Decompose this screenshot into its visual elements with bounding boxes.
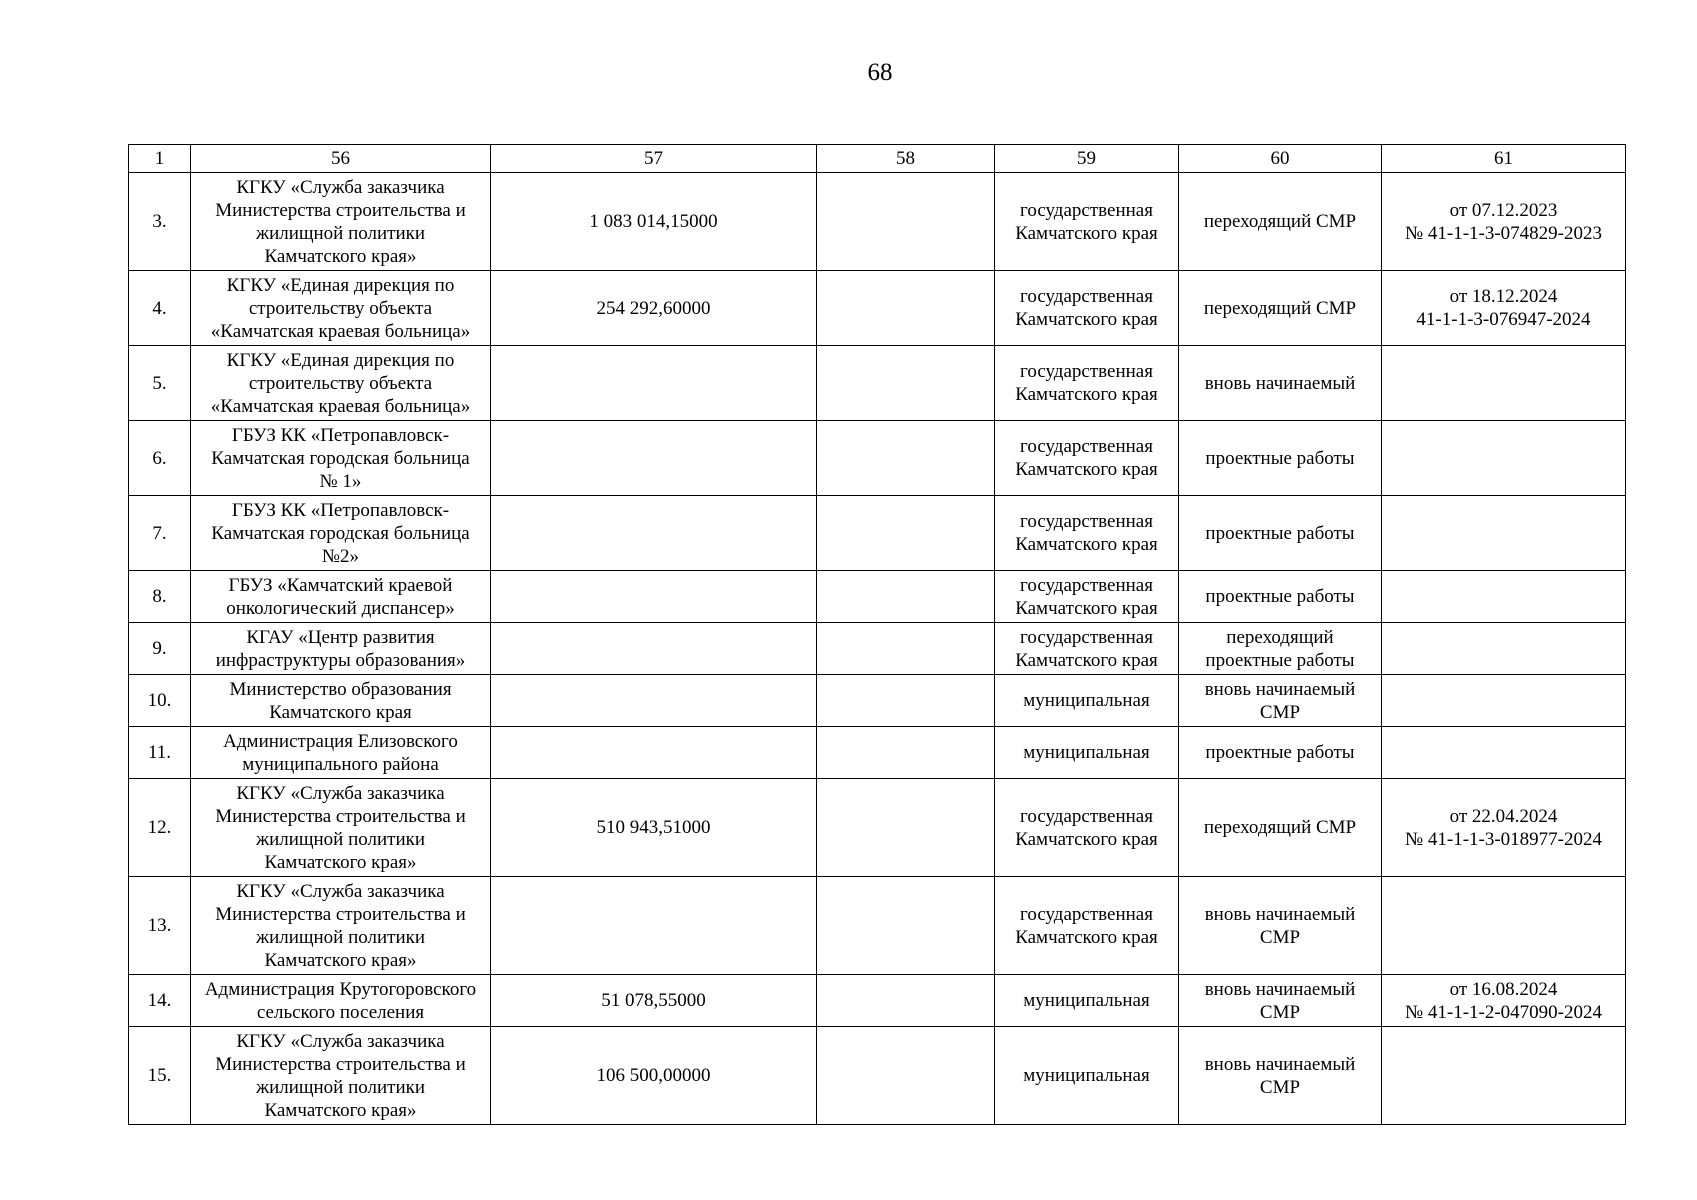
ownership-cell: муниципальная: [995, 675, 1179, 727]
ownership-cell: государственная Камчатского края: [995, 173, 1179, 271]
ownership-cell: государственная Камчатского края: [995, 779, 1179, 877]
table-row: [129, 571, 1626, 623]
customer-cell: Администрация Елизовского муниципального района: [191, 727, 491, 779]
customer-cell: ГБУЗ КК «Петропавловск- Камчатская городская больница № 1»: [191, 421, 491, 496]
amount-cell: [491, 727, 817, 779]
work-type-cell: переходящий СМР: [1179, 271, 1382, 346]
work-type-cell: вновь начинаемый: [1179, 346, 1382, 421]
conclusion-cell: [1382, 623, 1626, 675]
header-row: [129, 145, 1626, 173]
amount-cell: 51 078,55000: [491, 975, 817, 1027]
amount-cell: [491, 421, 817, 496]
row-number: 7.: [129, 496, 191, 571]
conclusion-cell: от 22.04.2024 № 41-1-1-3-018977-2024: [1382, 779, 1626, 877]
work-type-cell: проектные работы: [1179, 727, 1382, 779]
customer-cell: КГКУ «Служба заказчика Министерства строительства и жилищной политики Камчатского края»: [191, 173, 491, 271]
col58-cell: [817, 496, 995, 571]
column-header-58: 58: [817, 145, 995, 173]
ownership-cell: государственная Камчатского края: [995, 496, 1179, 571]
column-header-60: 60: [1179, 145, 1382, 173]
table-row: [129, 421, 1626, 496]
ownership-cell: государственная Камчатского края: [995, 271, 1179, 346]
amount-cell: 1 083 014,15000: [491, 173, 817, 271]
row-number: 14.: [129, 975, 191, 1027]
ownership-cell: государственная Камчатского края: [995, 571, 1179, 623]
column-header-59: 59: [995, 145, 1179, 173]
amount-cell: [491, 346, 817, 421]
customer-cell: КГКУ «Единая дирекция по строительству объекта «Камчатская краевая больница»: [191, 346, 491, 421]
amount-cell: 106 500,00000: [491, 1027, 817, 1125]
col58-cell: [817, 675, 995, 727]
customer-cell: ГБУЗ «Камчатский краевой онкологический диспансер»: [191, 571, 491, 623]
work-type-cell: вновь начинаемый СМР: [1179, 1027, 1382, 1125]
row-number: 8.: [129, 571, 191, 623]
customer-cell: КГКУ «Служба заказчика Министерства строительства и жилищной политики Камчатского края»: [191, 1027, 491, 1125]
ownership-cell: государственная Камчатского края: [995, 623, 1179, 675]
customer-cell: КГАУ «Центр развития инфраструктуры образования»: [191, 623, 491, 675]
conclusion-cell: [1382, 727, 1626, 779]
column-header-56: 56: [191, 145, 491, 173]
column-header-57: 57: [491, 145, 817, 173]
table-row: [129, 623, 1626, 675]
ownership-cell: муниципальная: [995, 975, 1179, 1027]
work-type-cell: переходящий СМР: [1179, 173, 1382, 271]
conclusion-cell: [1382, 571, 1626, 623]
conclusion-cell: [1382, 421, 1626, 496]
customer-cell: ГБУЗ КК «Петропавловск- Камчатская городская больница №2»: [191, 496, 491, 571]
row-number: 10.: [129, 675, 191, 727]
column-header-61: 61: [1382, 145, 1626, 173]
customer-cell: КГКУ «Служба заказчика Министерства строительства и жилищной политики Камчатского края»: [191, 779, 491, 877]
work-type-cell: вновь начинаемый СМР: [1179, 975, 1382, 1027]
work-type-cell: проектные работы: [1179, 421, 1382, 496]
work-type-cell: вновь начинаемый СМР: [1179, 877, 1382, 975]
col58-cell: [817, 173, 995, 271]
row-number: 6.: [129, 421, 191, 496]
conclusion-cell: [1382, 346, 1626, 421]
col58-cell: [817, 877, 995, 975]
work-type-cell: вновь начинаемый СМР: [1179, 675, 1382, 727]
conclusion-cell: от 16.08.2024 № 41-1-1-2-047090-2024: [1382, 975, 1626, 1027]
col58-cell: [817, 727, 995, 779]
customer-cell: КГКУ «Служба заказчика Министерства строительства и жилищной политики Камчатского края»: [191, 877, 491, 975]
amount-cell: 510 943,51000: [491, 779, 817, 877]
row-number: 5.: [129, 346, 191, 421]
conclusion-cell: от 07.12.2023 № 41-1-1-3-074829-2023: [1382, 173, 1626, 271]
customer-cell: КГКУ «Единая дирекция по строительству объекта «Камчатская краевая больница»: [191, 271, 491, 346]
conclusion-cell: [1382, 1027, 1626, 1125]
ownership-cell: муниципальная: [995, 1027, 1179, 1125]
row-number: 3.: [129, 173, 191, 271]
page-number: 68: [867, 59, 893, 86]
amount-cell: [491, 571, 817, 623]
table-row: [129, 1027, 1626, 1125]
col58-cell: [817, 571, 995, 623]
col58-cell: [817, 623, 995, 675]
col58-cell: [817, 1027, 995, 1125]
work-type-cell: проектные работы: [1179, 496, 1382, 571]
column-header-1: 1: [129, 145, 191, 173]
row-number: 4.: [129, 271, 191, 346]
table-row: [129, 779, 1626, 877]
customer-cell: Администрация Крутогоровского сельского поселения: [191, 975, 491, 1027]
ownership-cell: государственная Камчатского края: [995, 877, 1179, 975]
row-number: 12.: [129, 779, 191, 877]
row-number: 11.: [129, 727, 191, 779]
table-row: [129, 346, 1626, 421]
col58-cell: [817, 779, 995, 877]
table-row: [129, 173, 1626, 271]
ownership-cell: муниципальная: [995, 727, 1179, 779]
table-row: [129, 975, 1626, 1027]
col58-cell: [817, 271, 995, 346]
customer-cell: Министерство образования Камчатского края: [191, 675, 491, 727]
col58-cell: [817, 975, 995, 1027]
work-type-cell: переходящий СМР: [1179, 779, 1382, 877]
amount-cell: [491, 877, 817, 975]
table-row: [129, 675, 1626, 727]
amount-cell: [491, 675, 817, 727]
col58-cell: [817, 421, 995, 496]
row-number: 13.: [129, 877, 191, 975]
data-table: [128, 144, 1626, 1125]
amount-cell: 254 292,60000: [491, 271, 817, 346]
conclusion-cell: от 18.12.2024 41-1-1-3-076947-2024: [1382, 271, 1626, 346]
amount-cell: [491, 623, 817, 675]
ownership-cell: государственная Камчатского края: [995, 421, 1179, 496]
row-number: 9.: [129, 623, 191, 675]
ownership-cell: государственная Камчатского края: [995, 346, 1179, 421]
work-type-cell: переходящий проектные работы: [1179, 623, 1382, 675]
conclusion-cell: [1382, 675, 1626, 727]
amount-cell: [491, 496, 817, 571]
table-row: [129, 877, 1626, 975]
table-row: [129, 496, 1626, 571]
col58-cell: [817, 346, 995, 421]
work-type-cell: проектные работы: [1179, 571, 1382, 623]
table-row: [129, 271, 1626, 346]
table-row: [129, 727, 1626, 779]
row-number: 15.: [129, 1027, 191, 1125]
conclusion-cell: [1382, 496, 1626, 571]
conclusion-cell: [1382, 877, 1626, 975]
